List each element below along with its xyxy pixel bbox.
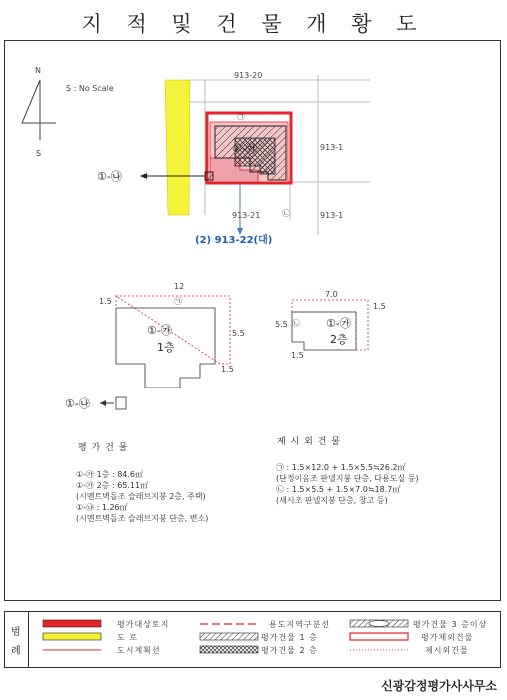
- legend-label: 제시외건물: [425, 646, 469, 655]
- legend-label: 평가대상토지: [117, 620, 170, 629]
- evaluated-buildings-notes: [76, 469, 208, 524]
- note-line: (시멘트벽돌조 슬래브지붕 단층, 변소): [76, 514, 209, 523]
- note-line: ①-㉮ 1층 : 84.6㎡: [76, 470, 144, 479]
- plan-second-bottom-dim: 1.5: [291, 351, 304, 360]
- subject-lot-label: (2) 913-22(대): [195, 235, 273, 246]
- plan-second-left-dim: 5.5: [275, 320, 288, 329]
- evaluated-buildings-heading: 평 가 건 물: [78, 443, 129, 453]
- legend-label: 용도지역구분선: [269, 620, 331, 629]
- legend-label: 평가제외건물: [421, 633, 474, 642]
- firm-name: 신광감정평가사사무소: [381, 679, 497, 693]
- note-line: (단정이음조 판넬지붕 단층, 다용도실 등): [276, 474, 419, 483]
- plan-main-symbol: ㉠: [174, 297, 182, 306]
- lot-number-top: 913-20: [234, 71, 263, 80]
- map-building-main: ①-㉮: [232, 142, 257, 155]
- lot-number-right-bottom: 913-1: [320, 211, 344, 220]
- plan-second-top-dim: 7.0: [325, 290, 338, 299]
- plan-main-building: ①-㉮: [147, 324, 172, 337]
- map-symbol-top: ㉠: [237, 112, 245, 121]
- plan-main-left-dim: 1.5: [99, 297, 112, 306]
- extra-buildings-notes: [276, 462, 419, 506]
- map-symbol-bottom: ㉡: [282, 209, 290, 218]
- plan-main-top-dim: 12: [174, 282, 185, 291]
- legend: [4, 611, 501, 668]
- lot-number-right-top: 913-1: [320, 143, 344, 152]
- legend-heading-bottom: 례: [11, 646, 21, 657]
- note-line: ①-㉯ : 1.26㎡: [76, 503, 128, 512]
- legend-label: 평가건물 1 층: [261, 633, 318, 642]
- plan-second-symbol: ㉡: [292, 319, 300, 328]
- page-title: 지 적 및 건 물 개 황 도: [81, 12, 426, 36]
- legend-label: 평가건물 2 층: [261, 646, 318, 655]
- map-building-annex: ①-㉯: [97, 170, 122, 183]
- legend-heading-top: 범: [11, 627, 21, 638]
- lot-number-bottom: 913-21: [232, 211, 261, 220]
- note-line: ㉠ : 1.5×12.0 + 1.5×5.5≒26.2㎡: [276, 463, 406, 472]
- north-arrow-icon: [18, 78, 58, 148]
- plan-second-floor: 2층: [330, 333, 348, 346]
- extra-buildings-heading: 제 시 외 건 물: [277, 437, 341, 447]
- plan-main-bottom-dim: 1.5: [221, 365, 234, 374]
- note-line: ①-㉮ 2층 : 65.11㎡: [76, 481, 149, 490]
- legend-label: 평가건물 3 층이상: [413, 620, 488, 629]
- plan-annex-label: ①-㉯: [65, 397, 90, 410]
- north-label: N: [35, 66, 41, 75]
- note-line: (새시조 판넬지붕 단층, 창고 등): [276, 496, 388, 505]
- plan-main-floor: 1층: [157, 341, 175, 354]
- plan-main-right-dim: 5.5: [232, 329, 245, 338]
- legend-label: 도시계획선: [117, 646, 161, 655]
- note-line: ㉡ : 1.5×5.5 + 1.5×7.0≒18.7㎡: [276, 485, 401, 494]
- legend-label: 도 로: [117, 633, 138, 642]
- scale-label: S : No Scale: [66, 84, 114, 93]
- plan-second-building: ①-㉮: [326, 317, 351, 330]
- south-label: S: [36, 149, 42, 158]
- plan-second-right-dim: 1.5: [373, 302, 386, 311]
- plan-annex-shape: [100, 396, 130, 412]
- note-line: (시멘트벽돌조 슬래브지붕 2층, 주택): [76, 492, 206, 501]
